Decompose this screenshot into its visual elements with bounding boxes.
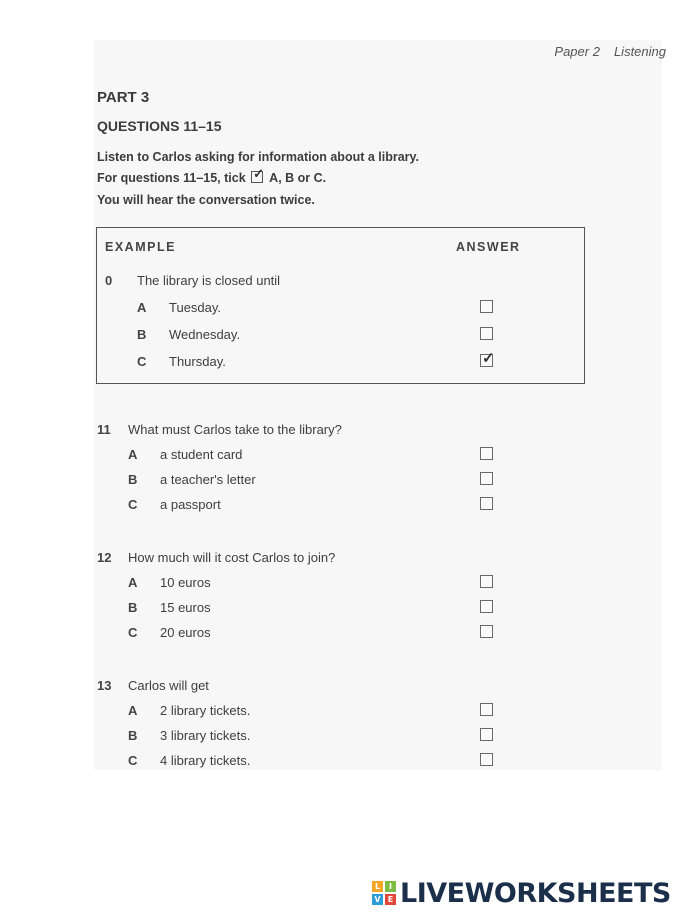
option-text: a student card xyxy=(160,447,243,462)
example-answer-checkbox xyxy=(480,300,493,313)
answer-checkbox[interactable] xyxy=(480,447,493,460)
option-text: 4 library tickets. xyxy=(160,753,251,768)
logo-grid-letter: E xyxy=(385,894,396,905)
page-header xyxy=(554,44,666,59)
option-letter: A xyxy=(128,703,138,718)
part-title: PART 3 xyxy=(97,89,150,106)
option-letter: A xyxy=(128,575,138,590)
instruction-line-2 xyxy=(97,166,327,185)
logo-grid-letter: V xyxy=(372,894,383,905)
header-paper: Paper 2 xyxy=(554,44,600,59)
answer-checkbox[interactable] xyxy=(480,728,493,741)
answer-label: ANSWER xyxy=(456,240,521,254)
example-option-letter: A xyxy=(137,300,147,315)
logo-grid-letter: I xyxy=(385,881,396,892)
example-option-letter: B xyxy=(137,327,147,342)
option-text: 2 library tickets. xyxy=(160,703,251,718)
example-answer-checkbox xyxy=(480,327,493,340)
instruction-line-1: Listen to Carlos asking for information about a library. xyxy=(97,150,420,164)
option-letter: A xyxy=(128,447,138,462)
option-text: a passport xyxy=(160,497,221,512)
example-option-letter: C xyxy=(137,354,147,369)
check-mark-icon: ✓ xyxy=(482,350,495,367)
tick-glyph: ✓ xyxy=(253,166,265,181)
liveworksheets-logo[interactable] xyxy=(372,878,671,908)
question-number: 12 xyxy=(97,550,112,565)
answer-checkbox[interactable] xyxy=(480,753,493,766)
tick-box-icon xyxy=(251,166,265,183)
example-label: EXAMPLE xyxy=(105,240,176,254)
answer-checkbox[interactable] xyxy=(480,575,493,588)
question-number: 11 xyxy=(97,422,111,437)
header-section: Listening xyxy=(613,44,666,59)
example-number: 0 xyxy=(105,273,113,288)
option-letter: C xyxy=(128,497,138,512)
option-text: 10 euros xyxy=(160,575,211,590)
question-number: 13 xyxy=(97,678,112,693)
answer-checkbox[interactable] xyxy=(480,625,493,638)
option-letter: C xyxy=(128,753,138,768)
answer-checkbox[interactable] xyxy=(480,472,493,485)
instruction-line-2-pre: For questions 11–15, tick xyxy=(97,171,246,185)
option-text: 3 library tickets. xyxy=(160,728,251,743)
example-question: The library is closed until xyxy=(137,273,281,288)
question-text: How much will it cost Carlos to join? xyxy=(128,550,336,565)
example-option-text: Tuesday. xyxy=(169,300,222,315)
logo-text: LIVEWORKSHEETS xyxy=(400,877,671,909)
example-answer-checkbox-checked xyxy=(480,350,495,367)
option-text: a teacher's letter xyxy=(160,472,256,487)
answer-checkbox[interactable] xyxy=(480,703,493,716)
option-letter: B xyxy=(128,600,138,615)
answer-checkbox[interactable] xyxy=(480,600,493,613)
option-letter: C xyxy=(128,625,138,640)
instruction-line-3: You will hear the conversation twice. xyxy=(97,193,315,207)
question-text: What must Carlos take to the library? xyxy=(128,422,342,437)
questions-title: QUESTIONS 11–15 xyxy=(97,118,222,134)
example-option-text: Thursday. xyxy=(169,354,226,369)
instruction-line-2-post: A, B or C. xyxy=(269,171,327,185)
option-text: 15 euros xyxy=(160,600,211,615)
option-letter: B xyxy=(128,472,138,487)
logo-grid-icon xyxy=(372,881,396,905)
logo-grid-letter: L xyxy=(372,881,383,892)
option-text: 20 euros xyxy=(160,625,211,640)
example-option-text: Wednesday. xyxy=(169,327,241,342)
question-text: Carlos will get xyxy=(128,678,209,693)
answer-checkbox[interactable] xyxy=(480,497,493,510)
option-letter: B xyxy=(128,728,138,743)
